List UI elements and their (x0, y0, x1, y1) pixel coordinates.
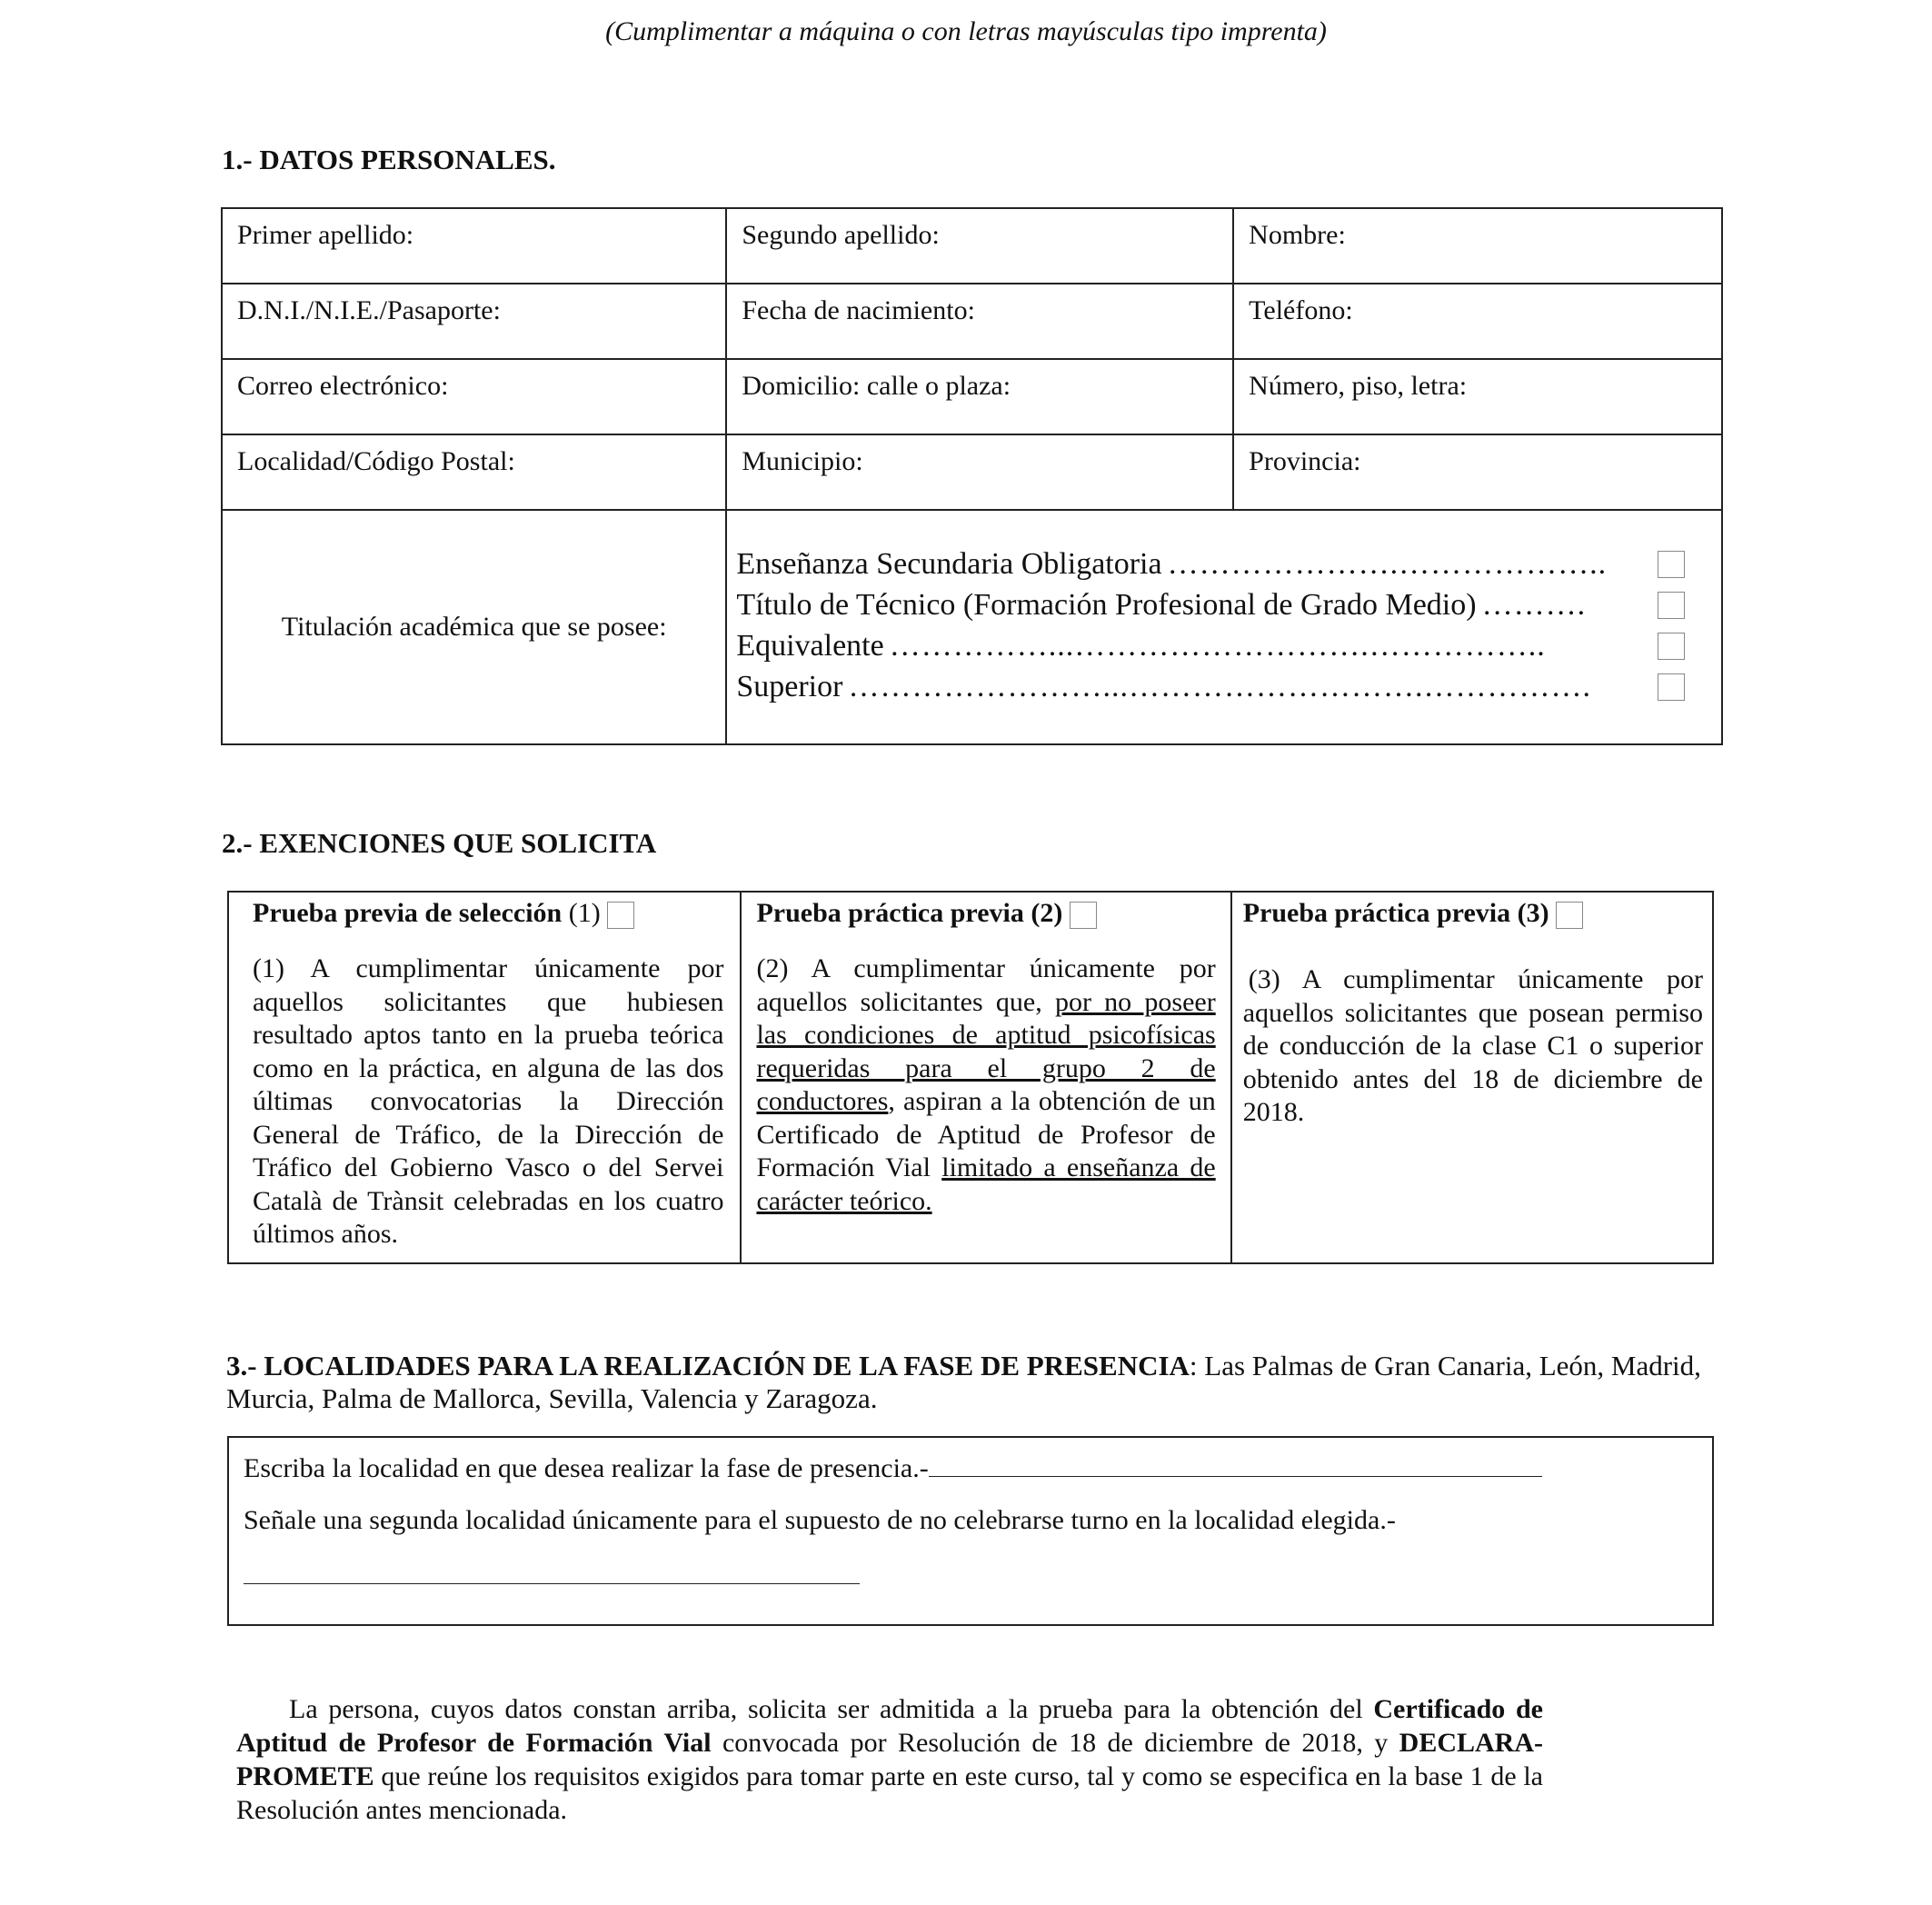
exemption-title-text: Prueba práctica previa (2) (756, 898, 1063, 928)
field-dni[interactable] (222, 284, 726, 359)
localidad-input-2[interactable] (244, 1558, 860, 1584)
checkbox-prueba-practica-previa-2[interactable] (1070, 902, 1097, 929)
localidad-prompt-2: Señale una segunda localidad únicamente para el supuesto de no celebrarse turno en la localidad elegida.- (244, 1505, 1396, 1535)
field-telefono[interactable] (1233, 284, 1722, 359)
checkbox-eso[interactable] (1658, 551, 1685, 578)
dot-leader: ………………….……………….. (1167, 546, 1608, 581)
exemption-title-bold: Prueba previa de selección (253, 898, 563, 928)
declaration-paragraph (236, 1692, 1543, 1827)
field-domicilio[interactable] (726, 359, 1233, 434)
field-label: Teléfono: (1249, 295, 1353, 325)
localidad-input-1[interactable] (929, 1451, 1542, 1477)
titulacion-label-cell (222, 510, 726, 744)
field-label: Domicilio: calle o plaza: (742, 371, 1011, 401)
field-nombre[interactable] (1233, 208, 1722, 284)
checkbox-prueba-previa-seleccion[interactable] (607, 902, 634, 929)
option-label: Superior (736, 669, 843, 703)
field-label: Primer apellido: (237, 220, 414, 250)
exemption-title (1243, 898, 1703, 929)
localidad-line-1 (244, 1451, 1542, 1484)
note-underlined-text: por no poseer las condiciones de aptitud psicofísicas requeridas para el grupo 2 de conductores (756, 986, 1216, 1117)
field-label: D.N.I./N.I.E./Pasaporte: (237, 295, 501, 325)
exemption-col2 (741, 892, 1230, 1263)
form-instruction-note: (Cumplimentar a máquina o con letras mayúsculas tipo imprenta) (605, 16, 1327, 46)
field-label: Segundo apellido: (742, 220, 940, 250)
declaration-certificate-name: Certificado de Aptitud de Profesor de Formación Vial (236, 1694, 1543, 1758)
exemption-note-2 (756, 952, 1215, 1218)
exemption-col1 (228, 892, 741, 1263)
exemption-note-3: (3) A cumplimentar únicamente por aquellos solicitantes que posean permiso de conducción de la clase C1 o superior obtenido antes del 18 de diciembre de 2018. (1242, 964, 1703, 1128)
option-label: Equivalente (736, 628, 884, 663)
field-label: Nombre: (1249, 220, 1346, 250)
titulacion-label: Titulación académica que se posee: (281, 612, 667, 642)
field-localidad-cp[interactable] (222, 434, 726, 510)
option-label: Enseñanza Secundaria Obligatoria (736, 546, 1162, 581)
note-text: (2) A cumplimentar únicamente por aquellos solicitantes que, (756, 953, 1216, 1017)
field-segundo-apellido[interactable] (726, 208, 1233, 284)
field-provincia[interactable] (1233, 434, 1722, 510)
titulacion-option-equivalente[interactable] (736, 625, 1685, 666)
note-underlined-text: limitado a enseñanza de carácter teórico. (756, 1152, 1216, 1216)
declaration-text: La persona, cuyos datos constan arriba, solicita ser admitida a la prueba para la obtención del (289, 1694, 1374, 1724)
personal-data-table (221, 207, 1723, 745)
titulacion-option-tecnico[interactable] (736, 584, 1685, 625)
exemption-title-text: Prueba práctica previa (3) (1242, 898, 1549, 928)
dot-leader: ………. (1481, 587, 1587, 622)
field-fecha-nacimiento[interactable] (726, 284, 1233, 359)
checkbox-prueba-practica-previa-3[interactable] (1556, 902, 1583, 929)
field-label: Fecha de nacimiento: (742, 295, 975, 325)
localidad-prompt-1: Escriba la localidad en que desea realizar la fase de presencia.- (244, 1453, 929, 1483)
field-numero-piso[interactable] (1233, 359, 1722, 434)
section1-title: 1.- DATOS PERSONALES. (222, 144, 556, 175)
titulacion-option-eso[interactable] (736, 544, 1685, 584)
localidad-selection-box (227, 1436, 1714, 1626)
section3-localidades-list: : Las Palmas de Gran Canaria, León, Madrid, Murcia, Palma de Mallorca, Sevilla, Valencia y Zaragoza. (226, 1350, 1701, 1414)
checkbox-tecnico[interactable] (1658, 592, 1685, 619)
checkbox-equivalente[interactable] (1658, 633, 1685, 660)
exemption-note-1: (1) A cumplimentar únicamente por aquellos solicitantes que hubiesen resultado aptos tanto en la prueba teórica como en la práctica, en alguna de las dos últimas convocatorias la Dirección General de Tráfico, de la Dirección de Tráfico del Gobierno Vasco o del Servei Català de Trànsit celebradas en los cuatro últimos años. (253, 953, 724, 1250)
field-label: Correo electrónico: (237, 371, 449, 401)
field-label: Localidad/Código Postal: (237, 446, 515, 476)
declaration-text: convocada por Resolución de 18 de diciembre de 2018, y (711, 1728, 1399, 1758)
exemption-title (756, 898, 1215, 929)
titulacion-options (726, 510, 1722, 744)
note-text: , aspiran a la obtención de un Certificado de Aptitud de Profesor de Formación Vial (756, 1086, 1216, 1183)
titulacion-option-superior[interactable] (736, 666, 1685, 707)
field-label: Número, piso, letra: (1249, 371, 1468, 401)
exemptions-table (227, 891, 1714, 1264)
field-correo[interactable] (222, 359, 726, 434)
section3-title-bold: 3.- LOCALIDADES PARA LA REALIZACIÓN DE LA FASE DE PRESENCIA (226, 1350, 1190, 1381)
exemption-title-ref: (1) (562, 898, 601, 928)
field-label: Provincia: (1249, 446, 1361, 476)
dot-leader: ……………………...……………………….……………. (848, 669, 1591, 703)
option-label: Título de Técnico (Formación Profesional de Grado Medio) (736, 587, 1477, 622)
checkbox-superior[interactable] (1658, 673, 1685, 701)
declaration-declara-promete: DECLARA-PROMETE (236, 1728, 1543, 1791)
field-label: Municipio: (742, 446, 863, 476)
section3-title (226, 1350, 1717, 1415)
field-primer-apellido[interactable] (222, 208, 726, 284)
field-municipio[interactable] (726, 434, 1233, 510)
dot-leader: ……………...……………………….…………….. (889, 628, 1546, 663)
section2-title: 2.- EXENCIONES QUE SOLICITA (222, 827, 657, 859)
declaration-text: que reúne los requisitos exigidos para tomar parte en este curso, tal y como se especifica en la base 1 de la Resolución antes mencionada. (236, 1761, 1543, 1825)
exemption-col3 (1231, 892, 1713, 1263)
exemption-title (253, 898, 723, 929)
